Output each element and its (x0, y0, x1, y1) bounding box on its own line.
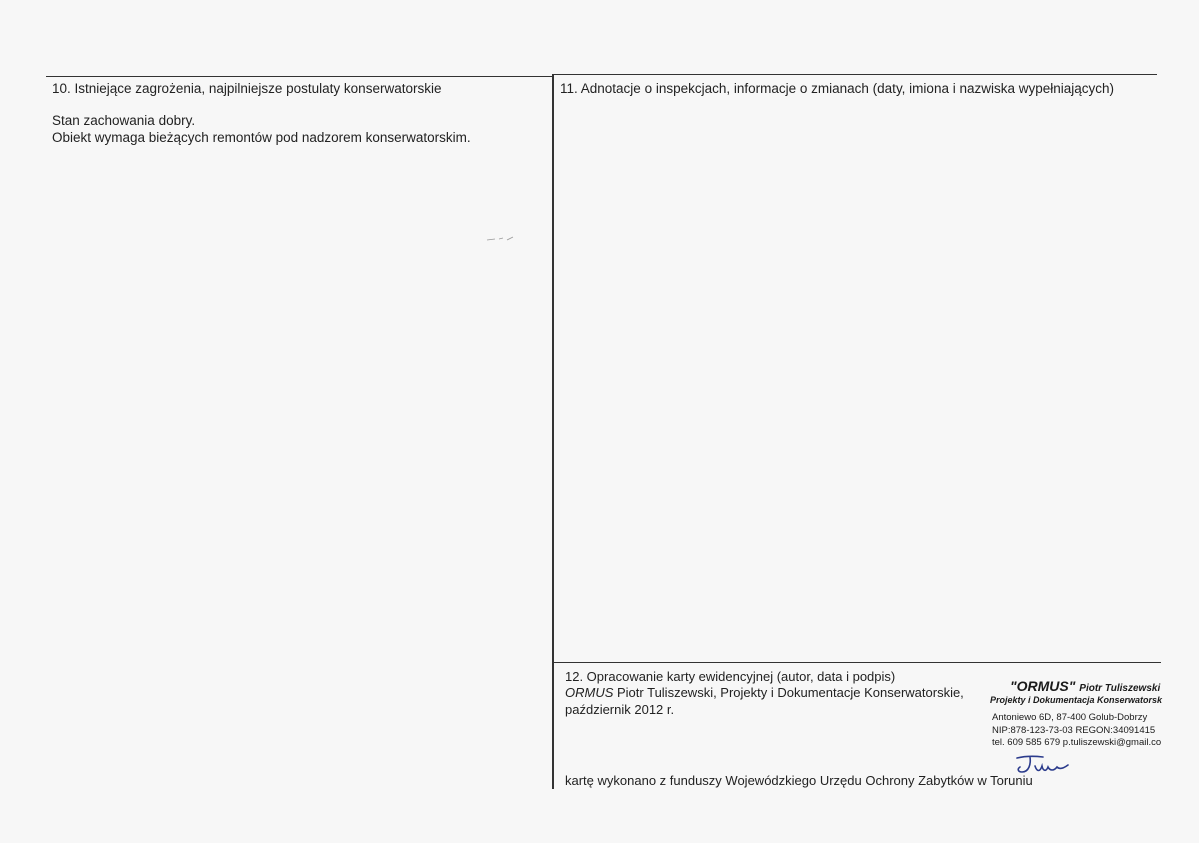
stamp-owner: Piotr Tuliszewski (1079, 683, 1161, 694)
scan-speck (485, 236, 515, 242)
author-company: ORMUS (565, 685, 614, 700)
stamp-subtitle: Projekty i Dokumentacja Konserwatorsk (990, 695, 1163, 705)
section-12-top-rule (553, 662, 1161, 663)
section-11-title: 11. Adnotacje o inspekcjach, informacje o zmianach (daty, imiona i nazwiska wypełniających) (560, 81, 1115, 96)
section-12-date: październik 2012 r. (565, 702, 675, 717)
stamp-ids: NIP:878-123-73-03 REGON:34091415 (992, 725, 1156, 736)
stamp-address: Antoniewo 6D, 87-400 Golub-Dobrzy (992, 712, 1148, 723)
section-10-line-1: Stan zachowania dobry. (52, 113, 196, 128)
stamp-company: "ORMUS" (1010, 678, 1076, 694)
stamp-name (1010, 678, 1160, 694)
funding-note: kartę wykonano z funduszy Wojewódzkiego Urzędu Ochrony Zabytków w Toruniu (565, 773, 1033, 788)
section-10-top-rule (46, 76, 552, 77)
section-11-top-rule (553, 74, 1157, 75)
section-10-title: 10. Istniejące zagrożenia, najpilniejsze postulaty konserwatorskie (52, 81, 442, 96)
section-12-author (565, 684, 964, 701)
author-details: Piotr Tuliszewski, Projekty i Dokumentacje Konserwatorskie, (613, 685, 964, 700)
column-divider (552, 74, 554, 789)
section-10-line-2: Obiekt wymaga bieżących remontów pod nadzorem konserwatorskim. (52, 130, 471, 145)
section-12-title: 12. Opracowanie karty ewidencyjnej (autor, data i podpis) (565, 669, 896, 684)
stamp-contact: tel. 609 585 679 p.tuliszewski@gmail.co (992, 737, 1162, 748)
